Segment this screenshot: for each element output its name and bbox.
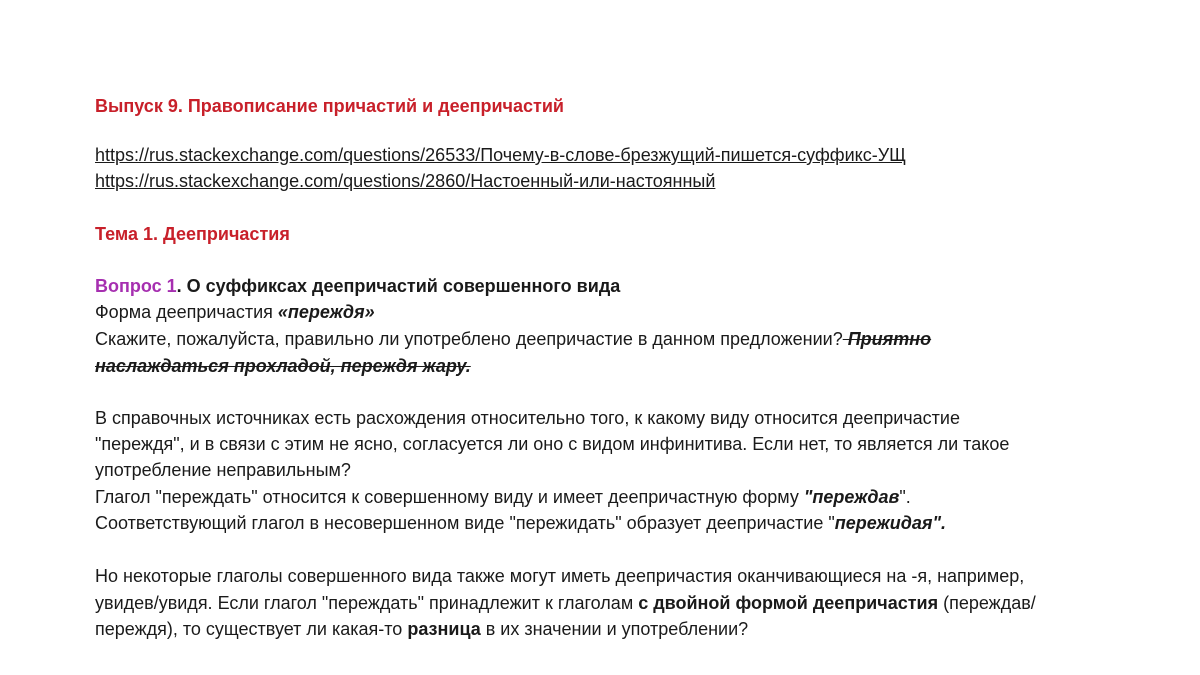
para1-line3: употребление неправильным?: [95, 460, 351, 480]
example-sentence-part2: наслаждаться прохладой, переждя жару.: [95, 356, 471, 376]
para2-line2: [95, 593, 1036, 614]
ask-text: Скажите, пожалуйста, правильно ли употреблено деепричастие в данном предложении?: [95, 329, 843, 349]
para1-line5-text: Соответствующий глагол в несовершенном виде "пережидать" образует деепричастие ": [95, 513, 835, 533]
word-perezhdav: "переждав: [803, 487, 900, 507]
topic-title: Тема 1. Деепричастия: [95, 224, 290, 244]
para2-line2-text: увидев/увидя. Если глагол "переждать" принадлежит к глаголам: [95, 593, 639, 613]
para1-line4: [95, 487, 911, 508]
question-title: . О суффиксах деепричастий совершенного вида: [176, 276, 621, 296]
question-ask-line: [95, 329, 931, 350]
double-form-phrase: с двойной формой деепричастия: [638, 593, 939, 613]
link-stackexchange-26533[interactable]: https://rus.stackexchange.com/questions/26533/Почему-в-слове-брезжущий-пишется-суффикс-УЩ: [95, 145, 907, 165]
form-prefix: Форма деепричастия: [95, 302, 278, 322]
word-perezhidaya: пережидая".: [834, 513, 947, 533]
para1-line5: [95, 513, 946, 534]
para2-line3-text: переждя), то существует ли какая-то: [95, 619, 408, 639]
form-word: «переждя»: [277, 302, 375, 322]
para2-line1: Но некоторые глаголы совершенного вида также могут иметь деепричастия оканчивающиеся на -я, например,: [95, 566, 1025, 586]
para2-line2-end: (переждав/: [938, 593, 1036, 613]
para2-line3-end: в их значении и употреблении?: [480, 619, 749, 639]
issue-title: Выпуск 9. Правописание причастий и деепричастий: [95, 96, 564, 116]
link-stackexchange-2860[interactable]: https://rus.stackexchange.com/questions/2860/Настоенный-или-настоянный: [95, 171, 716, 191]
question-example-line: [95, 356, 471, 377]
para1-line4-text: Глагол "переждать" относится к совершенному виду и имеет деепричастную форму: [95, 487, 804, 507]
para2-line3: [95, 619, 748, 640]
question-heading: [95, 276, 620, 297]
difference-word: разница: [407, 619, 481, 639]
para1-line1: В справочных источниках есть расхождения относительно того, к какому виду относится деепричастие: [95, 408, 960, 428]
para1-line2: "переждя", и в связи с этим не ясно, согласуется ли оно с видом инфинитива. Если нет, то является ли такое: [95, 434, 1010, 454]
example-sentence-part1: Приятно: [842, 329, 932, 349]
question-form-line: [95, 302, 375, 323]
question-label: Вопрос 1: [95, 276, 177, 296]
para1-line4-end: ".: [899, 487, 911, 507]
